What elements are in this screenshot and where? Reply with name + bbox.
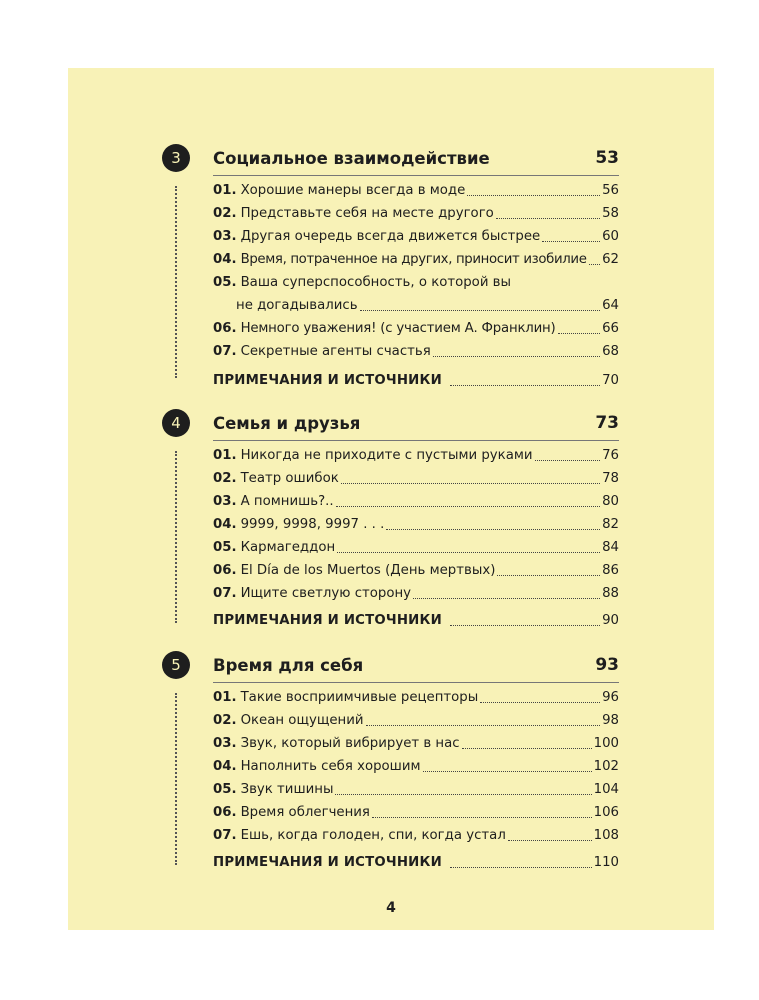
entry-title: Ешь, когда голоден, спи, когда устал xyxy=(240,828,506,843)
dot-leader xyxy=(366,725,601,726)
toc-entry[interactable] xyxy=(213,339,619,361)
entry-title-continued: не догадывались xyxy=(236,298,358,313)
toc-entry[interactable] xyxy=(213,777,619,799)
entry-title: Кармагеддон xyxy=(240,540,336,555)
toc-entry[interactable] xyxy=(213,800,619,822)
entry-number: 06. xyxy=(213,805,237,820)
section-rule xyxy=(213,682,619,683)
entry-page: 64 xyxy=(602,298,619,313)
entry-title: Театр ошибок xyxy=(240,471,339,486)
toc-entry[interactable] xyxy=(213,581,619,603)
entry-title: Время облегчения xyxy=(240,805,370,820)
toc-entry[interactable] xyxy=(213,224,619,246)
toc-entry[interactable] xyxy=(213,247,619,269)
entry-page: 108 xyxy=(593,828,619,843)
entry-title: Океан ощущений xyxy=(240,713,364,728)
entry-number: 03. xyxy=(213,494,237,509)
entry-page: 86 xyxy=(602,563,619,578)
entry-page: 82 xyxy=(602,517,619,532)
dot-leader xyxy=(423,771,592,772)
dot-leader xyxy=(386,529,600,530)
entry-page: 106 xyxy=(593,805,619,820)
toc-entry[interactable] xyxy=(213,489,619,511)
toc-entry[interactable] xyxy=(213,316,619,338)
dot-leader xyxy=(335,794,591,795)
entry-page: 56 xyxy=(602,183,619,198)
entry-number: 02. xyxy=(213,206,237,221)
dot-leader xyxy=(337,552,600,553)
entry-page: 96 xyxy=(602,690,619,705)
entry-number: 01. xyxy=(213,448,237,463)
toc-entry[interactable] xyxy=(213,201,619,223)
entry-number: 04. xyxy=(213,252,237,267)
entry-title: Представьте себя на месте другого xyxy=(240,206,494,221)
section-page: 73 xyxy=(595,413,619,433)
dot-leader xyxy=(450,385,600,386)
entry-title: Звук, который вибрирует в нас xyxy=(240,736,460,751)
toc-entry[interactable] xyxy=(213,466,619,488)
entry-page: 84 xyxy=(602,540,619,555)
toc-entry[interactable] xyxy=(213,708,619,730)
section-dotted-divider xyxy=(175,186,177,378)
notes-page: 70 xyxy=(602,373,619,388)
entry-number: 05. xyxy=(213,540,237,555)
entry-number: 05. xyxy=(213,275,237,290)
entry-number: 04. xyxy=(213,517,237,532)
section-dotted-divider xyxy=(175,693,177,865)
entry-number: 06. xyxy=(213,563,237,578)
toc-page xyxy=(68,68,714,930)
dot-leader xyxy=(360,310,601,311)
section-heading[interactable] xyxy=(213,409,619,437)
section-number-badge: 5 xyxy=(162,651,190,679)
dot-leader xyxy=(480,702,600,703)
entry-number: 01. xyxy=(213,690,237,705)
section-dotted-divider xyxy=(175,451,177,623)
toc-notes-entry[interactable] xyxy=(213,850,619,872)
dot-leader xyxy=(450,867,592,868)
toc-entry[interactable] xyxy=(213,443,619,465)
toc-entry[interactable] xyxy=(213,558,619,580)
dot-leader xyxy=(433,356,600,357)
toc-entry[interactable] xyxy=(213,535,619,557)
dot-leader xyxy=(508,840,592,841)
entry-number: 04. xyxy=(213,759,237,774)
entry-page: 80 xyxy=(602,494,619,509)
dot-leader xyxy=(535,460,601,461)
entry-number: 07. xyxy=(213,586,237,601)
entry-number: 06. xyxy=(213,321,237,336)
notes-title: ПРИМЕЧАНИЯ И ИСТОЧНИКИ xyxy=(213,855,442,870)
entry-page: 58 xyxy=(602,206,619,221)
dot-leader xyxy=(372,817,592,818)
toc-entry[interactable] xyxy=(213,731,619,753)
dot-leader xyxy=(336,506,600,507)
toc-notes-entry[interactable] xyxy=(213,368,619,390)
toc-entry[interactable] xyxy=(213,823,619,845)
entry-page: 88 xyxy=(602,586,619,601)
section-title: Время для себя xyxy=(213,655,364,675)
entry-number: 02. xyxy=(213,713,237,728)
toc-entry[interactable] xyxy=(213,178,619,200)
entry-page: 68 xyxy=(602,344,619,359)
dot-leader xyxy=(450,625,600,626)
entry-page: 100 xyxy=(593,736,619,751)
notes-page: 110 xyxy=(593,855,619,870)
entry-title: Никогда не приходите с пустыми руками xyxy=(240,448,533,463)
entry-title: А помнишь?.. xyxy=(240,494,334,509)
section-title: Семья и друзья xyxy=(213,413,361,433)
entry-page: 60 xyxy=(602,229,619,244)
toc-notes-entry[interactable] xyxy=(213,608,619,630)
entry-title: Время, потраченное на других, приносит изобилие xyxy=(240,252,587,267)
section-heading[interactable] xyxy=(213,144,619,172)
entry-page: 98 xyxy=(602,713,619,728)
notes-title: ПРИМЕЧАНИЯ И ИСТОЧНИКИ xyxy=(213,373,442,388)
entry-title: El Día de los Muertos (День мертвых) xyxy=(240,563,496,578)
entry-title: Ищите светлую сторону xyxy=(240,586,412,601)
section-rule xyxy=(213,175,619,176)
dot-leader xyxy=(542,241,600,242)
entry-page: 66 xyxy=(602,321,619,336)
section-rule xyxy=(213,440,619,441)
entry-number: 03. xyxy=(213,736,237,751)
entry-page: 78 xyxy=(602,471,619,486)
dot-leader xyxy=(589,264,601,265)
entry-number: 07. xyxy=(213,344,237,359)
entry-page: 102 xyxy=(593,759,619,774)
entry-page: 104 xyxy=(593,782,619,797)
section-number-badge: 3 xyxy=(162,144,190,172)
section-page: 53 xyxy=(595,148,619,168)
toc-entry[interactable] xyxy=(213,270,619,292)
entry-title: Такие восприимчивые рецепторы xyxy=(240,690,479,705)
section-page: 93 xyxy=(595,655,619,675)
toc-entry-continued[interactable] xyxy=(213,293,619,315)
entry-number: 01. xyxy=(213,183,237,198)
entry-title: Хорошие манеры всегда в моде xyxy=(240,183,466,198)
entry-title: Секретные агенты счастья xyxy=(240,344,431,359)
entry-number: 03. xyxy=(213,229,237,244)
entry-title: Ваша суперспособность, о которой вы xyxy=(240,275,512,290)
notes-title: ПРИМЕЧАНИЯ И ИСТОЧНИКИ xyxy=(213,613,442,628)
section-title: Социальное взаимодействие xyxy=(213,148,490,168)
dot-leader xyxy=(462,748,592,749)
entry-title: Другая очередь всегда движется быстрее xyxy=(240,229,541,244)
notes-page: 90 xyxy=(602,613,619,628)
toc-entry[interactable] xyxy=(213,512,619,534)
entry-title: Звук тишины xyxy=(240,782,334,797)
dot-leader xyxy=(341,483,600,484)
section-heading[interactable] xyxy=(213,651,619,679)
page-folio: 4 xyxy=(386,900,396,916)
entry-title: 9999, 9998, 9997 . . . xyxy=(240,517,385,532)
entry-title: Немного уважения! (с участием А. Франклин) xyxy=(240,321,556,336)
toc-entry[interactable] xyxy=(213,685,619,707)
dot-leader xyxy=(497,575,600,576)
entry-number: 05. xyxy=(213,782,237,797)
entry-number: 02. xyxy=(213,471,237,486)
section-number-badge: 4 xyxy=(162,409,190,437)
dot-leader xyxy=(496,218,600,219)
dot-leader xyxy=(467,195,600,196)
entry-page: 76 xyxy=(602,448,619,463)
entry-page: 62 xyxy=(602,252,619,267)
dot-leader xyxy=(558,333,601,334)
toc-entry[interactable] xyxy=(213,754,619,776)
entry-title: Наполнить себя хорошим xyxy=(240,759,421,774)
entry-number: 07. xyxy=(213,828,237,843)
dot-leader xyxy=(413,598,600,599)
